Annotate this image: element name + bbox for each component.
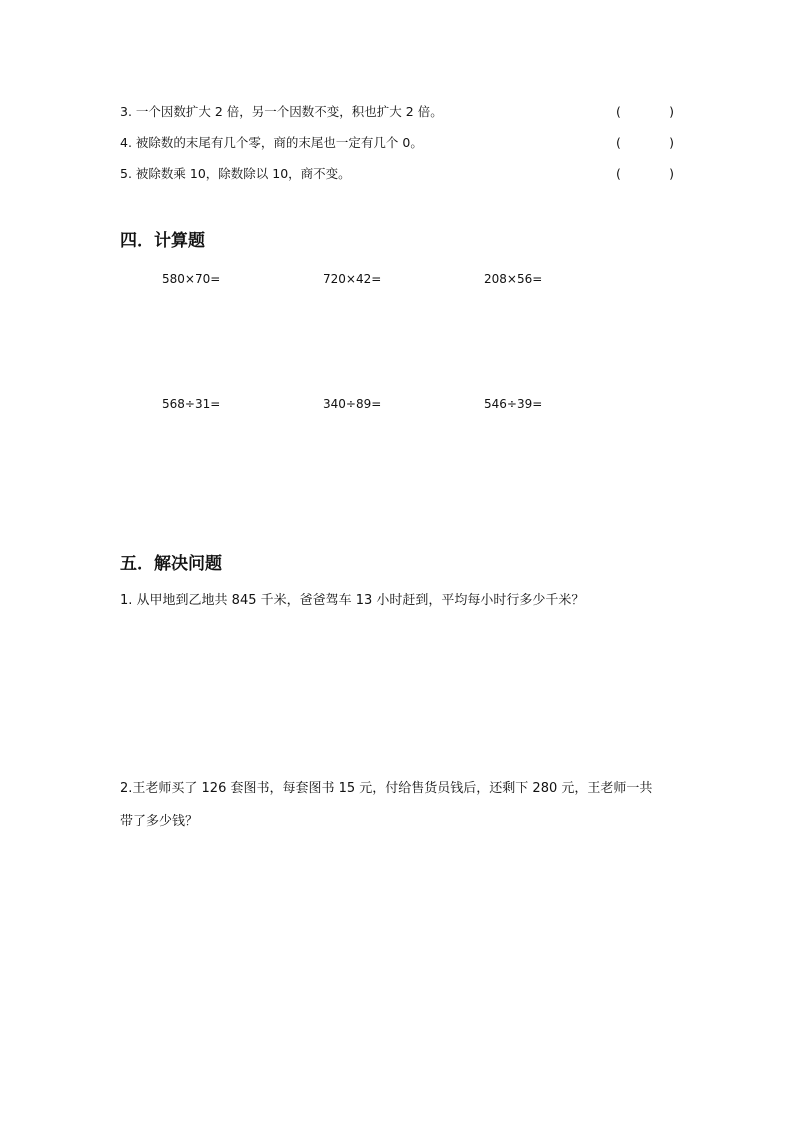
judgment-item-4: [120, 132, 680, 154]
open-paren: (: [616, 104, 621, 119]
open-paren: (: [616, 135, 621, 150]
close-paren: ): [669, 166, 674, 181]
section-heading-calculation: 四．计算题: [120, 231, 205, 251]
calc-item: 580×70=: [162, 272, 221, 286]
problem-line: 2.王老师买了 126 套图书，每套图书 15 元，付给售货员钱后，还剩下 280 元，王老师一共: [120, 781, 653, 796]
judgment-text: 4. 被除数的末尾有几个零，商的末尾也一定有几个 0。: [120, 135, 423, 150]
answer-parentheses[interactable]: [616, 132, 674, 154]
calc-item: 340÷89=: [323, 397, 382, 411]
judgment-text: 3. 一个因数扩大 2 倍，另一个因数不变，积也扩大 2 倍。: [120, 104, 443, 119]
answer-parentheses[interactable]: [616, 163, 674, 185]
close-paren: ): [669, 104, 674, 119]
answer-parentheses[interactable]: [616, 101, 674, 123]
open-paren: (: [616, 166, 621, 181]
word-problem-2: [120, 772, 680, 838]
calc-item: 208×56=: [484, 272, 543, 286]
problem-line: 带了多少钱？: [120, 814, 199, 829]
calc-item: 720×42=: [323, 272, 382, 286]
section-heading-problems: 五．解决问题: [120, 554, 222, 574]
judgment-item-3: [120, 101, 680, 123]
calc-item: 568÷31=: [162, 397, 221, 411]
judgment-text: 5. 被除数乘 10，除数除以 10，商不变。: [120, 166, 351, 181]
word-problem-1: 1. 从甲地到乙地共 845 千米，爸爸驾车 13 小时赶到，平均每小时行多少千米？: [120, 593, 585, 608]
calc-item: 546÷39=: [484, 397, 543, 411]
judgment-item-5: [120, 163, 680, 185]
close-paren: ): [669, 135, 674, 150]
